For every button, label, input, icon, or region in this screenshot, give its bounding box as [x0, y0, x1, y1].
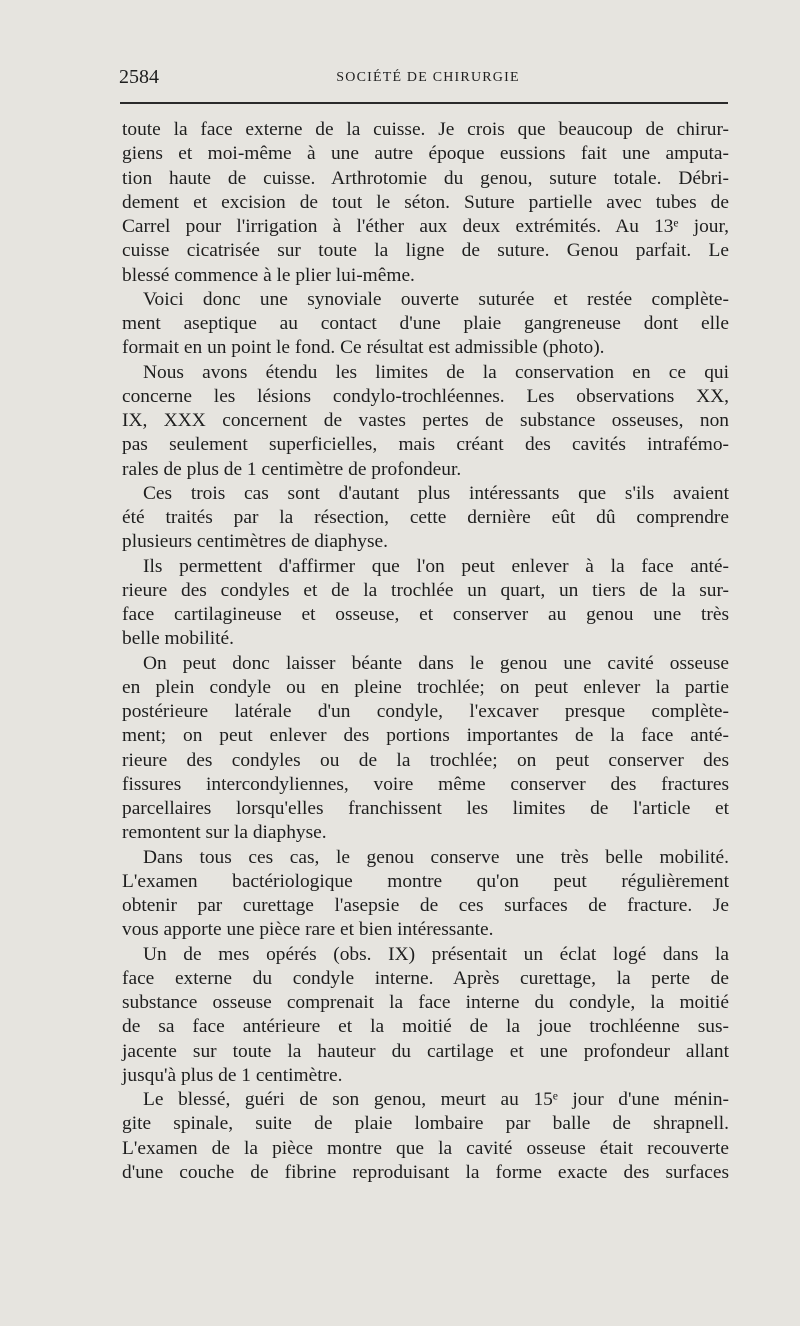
text-line: de sa face antérieure et la moitié de la joue trochléenne sus- [122, 1016, 729, 1038]
text-line: postérieure latérale d'un condyle, l'excaver presque complète- [122, 701, 729, 722]
text-line: On peut donc laisser béante dans le genou une cavité osseuse [143, 652, 729, 674]
text-line: Carrel pour l'irrigation à l'éther aux deux extrémités. Au 13ᵉ jour, [122, 216, 729, 237]
text-line: rieure des condyles et de la trochlée un quart, un tiers de la sur- [122, 579, 729, 601]
text-line: dement et excision de tout le séton. Suture partielle avec tubes de [122, 191, 729, 213]
paragraph [122, 482, 729, 555]
text-line: été traités par la résection, cette dernière eût dû comprendre [122, 507, 729, 528]
text-line: rieure des condyles ou de la trochlée; on peut conserver des [122, 749, 729, 771]
text-line: jusqu'à plus de 1 centimètre. [122, 1064, 343, 1086]
text-line: formait en un point le fond. Ce résultat est admissible (photo). [122, 337, 605, 359]
text-line: giens et moi-même à une autre époque eussions fait une amputa- [122, 143, 729, 165]
paragraph [122, 361, 729, 482]
paragraph [122, 846, 729, 943]
text-line: face externe du condyle interne. Après curettage, la perte de [122, 967, 729, 989]
text-line: IX, XXX concernent de vastes pertes de substance osseuses, non [122, 410, 729, 431]
text-line: Dans tous ces cas, le genou conserve une très belle mobilité. [143, 846, 729, 868]
text-line: L'examen de la pièce montre que la cavité osseuse était recouverte [122, 1137, 729, 1159]
text-line: jacente sur toute la hauteur du cartilage et une profondeur allant [122, 1040, 729, 1062]
page-number: 2584 [119, 66, 159, 88]
body-text [122, 118, 729, 1185]
text-line: Nous avons étendu les limites de la conservation en ce qui [143, 361, 729, 383]
paragraph [122, 943, 729, 1089]
paragraph [122, 1088, 729, 1185]
paragraph [122, 288, 729, 361]
text-line: d'une couche de fibrine reproduisant la forme exacte des surfaces [122, 1161, 729, 1183]
text-line: en plein condyle ou en pleine trochlée; on peut enlever la partie [122, 676, 729, 698]
text-line: gite spinale, suite de plaie lombaire par balle de shrapnell. [122, 1113, 729, 1135]
running-title: SOCIÉTÉ DE CHIRURGIE [336, 70, 520, 85]
text-line: vous apporte une pièce rare et bien intéressante. [122, 919, 494, 941]
text-line: ment; on peut enlever des portions importantes de la face anté- [122, 725, 729, 747]
text-line: Voici donc une synoviale ouverte suturée et restée complète- [143, 288, 729, 310]
text-line: face cartilagineuse et osseuse, et conserver au genou une très [122, 604, 729, 625]
text-line: Un de mes opérés (obs. IX) présentait un éclat logé dans la [143, 943, 729, 965]
text-line: blessé commence à le plier lui-même. [122, 264, 415, 286]
text-line: substance osseuse comprenait la face interne du condyle, la moitié [122, 992, 729, 1013]
text-line: remontent sur la diaphyse. [122, 822, 327, 844]
text-line: toute la face externe de la cuisse. Je crois que beaucoup de chirur- [122, 119, 729, 140]
paragraph [122, 118, 729, 288]
text-line: Le blessé, guéri de son genou, meurt au 15ᵉ jour d'une ménin- [143, 1089, 729, 1110]
paragraph [122, 555, 729, 652]
header-rule [120, 102, 728, 104]
text-line: rales de plus de 1 centimètre de profondeur. [122, 458, 462, 480]
text-line: plusieurs centimètres de diaphyse. [122, 531, 389, 553]
text-line: L'examen bactériologique montre qu'on peut régulièrement [122, 870, 729, 892]
text-line: fissures intercondyliennes, voire même conserver des fractures [122, 773, 729, 795]
text-line: cuisse cicatrisée sur toute la ligne de suture. Genou parfait. Le [122, 240, 729, 262]
text-line: Ces trois cas sont d'autant plus intéressants que s'ils avaient [143, 482, 729, 504]
text-line: parcellaires lorsqu'elles franchissent les limites de l'article et [122, 798, 729, 819]
text-line: concerne les lésions condylo-trochléennes. Les observations XX, [122, 385, 729, 407]
text-line: belle mobilité. [122, 628, 235, 650]
text-line: ment aseptique au contact d'une plaie gangreneuse dont elle [122, 313, 729, 334]
text-line: Ils permettent d'affirmer que l'on peut enlever à la face anté- [143, 555, 729, 577]
text-line: pas seulement superficielles, mais créant des cavités intrafémo- [122, 434, 729, 456]
text-line: obtenir par curettage l'asepsie de ces surfaces de fracture. Je [122, 895, 729, 916]
paragraph [122, 652, 729, 846]
text-line: tion haute de cuisse. Arthrotomie du genou, suture totale. Débri- [122, 167, 729, 189]
